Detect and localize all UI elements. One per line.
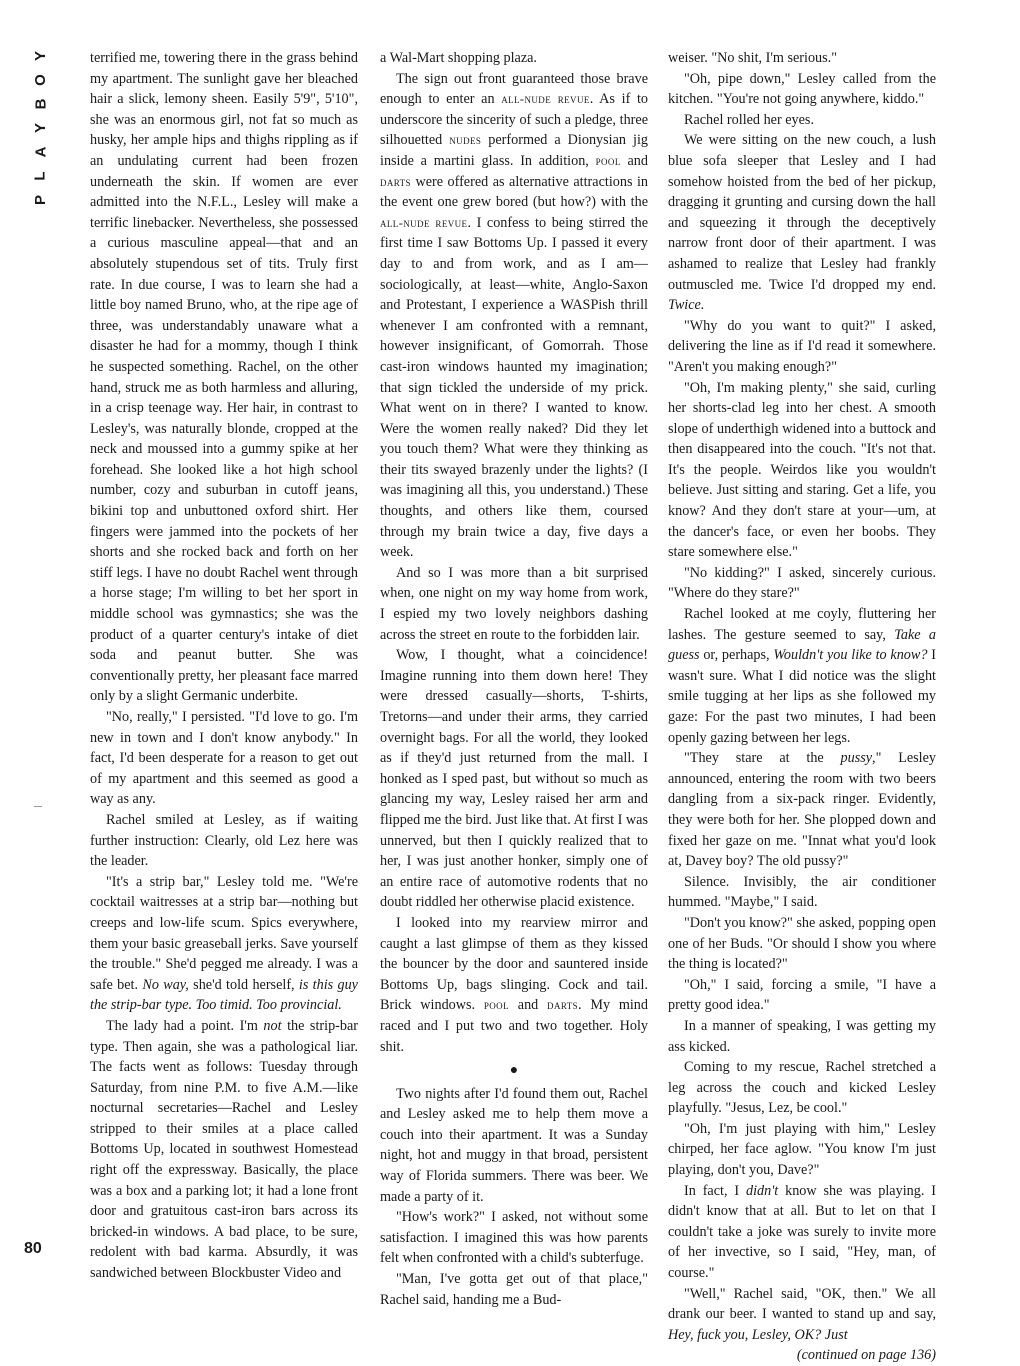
text-run: or, perhaps,: [699, 647, 774, 664]
small-caps-run: all-nude revue: [380, 215, 468, 230]
text-column-1: [90, 48, 358, 1288]
text-column-2: [380, 48, 648, 1308]
paragraph: [380, 69, 648, 563]
brand-letter: B: [32, 98, 49, 110]
paragraph: "No, really," I persisted. "I'd love to go. I'm new in town and I don't know anybody." In fact, I'd been desperate for a reason to get out of my apartment and this seemed as good a way as any.: [90, 709, 358, 808]
brand-letter: A: [32, 146, 49, 158]
text-run: In fact, I: [684, 1182, 747, 1199]
small-caps-run: all-nude revue: [501, 92, 590, 107]
paragraph: And so I was more than a bit surprised when, one night on my way home from work, I espied my two lovely neighbors dashing across the street en route to the forbidden lair.: [380, 564, 648, 643]
text-run: performed a Dionysian jig inside a martini glass. In addition,: [380, 132, 648, 169]
page-number: 80: [24, 1240, 42, 1257]
paragraph: "How's work?" I asked, not without some satisfaction. I imagined this was how parents felt when confronted with a child's subterfuge.: [380, 1209, 648, 1267]
paragraph: Rachel smiled at Lesley, as if waiting further instruction: Clearly, old Lez here was the leader.: [90, 811, 358, 870]
italic-run: pussy: [840, 750, 873, 767]
paragraph: "Man, I've gotta get out of that place," Rachel said, handing me a Bud-: [380, 1271, 648, 1308]
text-run: The lady had a point. I'm: [106, 1017, 264, 1034]
text-run: Rachel looked at me coyly, fluttering her lashes. The gesture seemed to say,: [668, 606, 936, 643]
brand-letter: Y: [31, 50, 49, 62]
italic-run: didn't: [746, 1182, 779, 1199]
paragraph: Coming to my rescue, Rachel stretched a leg across the couch and kicked Lesley playfully. "Jesus, Lez, be cool.": [668, 1059, 936, 1117]
paragraph: "Don't you know?" she asked, popping open one of her Buds. "Or should I show you where the thing is located?": [668, 914, 936, 973]
text-run: I wasn't sure. What I did notice was the slight smile tugging at her lips as she followed my gaze: For the past two minutes, I had been openly gazing between her legs.: [668, 647, 936, 746]
paragraph: In a manner of speaking, I was getting my ass kicked.: [668, 1017, 936, 1055]
paragraph: "No kidding?" I asked, sincerely curious. "Where do they stare?": [668, 564, 936, 602]
text-run: I looked into my rearview mirror and caught a last glimpse of them as they kissed the bouncer by the door and sauntered inside Bottoms Up, bags slinging. Cock and tail. Brick windows.: [380, 914, 648, 1014]
paragraph: "Why do you want to quit?" I asked, delivering the line as if I'd read it somewhere. "Aren't you making enough?": [668, 317, 936, 375]
paragraph: Rachel rolled her eyes.: [684, 111, 814, 128]
text-run: . My mind raced and I put two and two together. Holy shit.: [380, 997, 648, 1055]
italic-run: is this guy the strip-bar type. Too timid. Too provincial.: [90, 976, 358, 1014]
paragraph: terrified me, towering there in the grass behind my apartment. The sunlight gave her bleached hair a slick, lemony sheen. Easily 5'9", 5'10", she was an enormous girl, not fat so much as husky, her ample hips and thighs rippling as if an undulating current had been frozen underneath the skin. If women are ever admitted into the N.F.L., Lesley will make a terrific linebacker. Nevertheless, she possessed a curious masculine appeal—that and an absolutely stupendous set of tits. Truly first rate. In due course, I was to learn she had a little boy named Bruno, who, at the ripe age of three, was understandably unaware what a disaster he had for a mommy, though I think he suspected something. Rachel, on the other hand, struck me as both harmless and alluring, in a crisp teenage way. Her hair, in contrast to Lesley's, was naturally blonde, cropped at the neck and moussed into a gummy spike at her forehead. She looked like a hot high school number, cozy and suburban in cutoff jeans, bikini top and unbuttoned oxford shirt. Her fingers were jammed into the pockets of her shorts and she rocked back and forth on her stiff legs. I have no doubt Rachel went through a horse stage; I'm willing to bet her sport in middle school was gymnastics; she was the product of a quarter century's intake of diet soda and peanut butter. She was conventionally pretty, her pleasant face marred only by a slight Germanic underbite.: [90, 50, 358, 705]
paragraph: [668, 1284, 936, 1346]
small-caps-run: darts: [380, 174, 411, 189]
paragraph: "Oh, pipe down," Lesley called from the kitchen. "You're not going anywhere, kiddo.": [668, 70, 936, 108]
italic-run: No way,: [142, 976, 189, 993]
italic-run: Hey, fuck you, Lesley, OK? Just: [668, 1326, 848, 1343]
brand-letter: O: [31, 74, 49, 86]
margin-tick: [34, 806, 42, 807]
text-run: "They stare at the: [684, 750, 841, 767]
paragraph: Silence. Invisibly, the air conditioner hummed. "Maybe," I said.: [668, 873, 936, 911]
text-run: the strip-bar type. Then again, she was a pathological liar. The facts went as follows: Tuesday through Saturday, from nine P.M. to five A.M.—like nocturnal secretaries—Rachel and Lesley stripped to their smiles at a place called Bottoms Up, located in southwest Homestead right off the expressway. Basically, the place was a box and a parking lot; it had a lone front door and gratuitous cast-iron bars across its bricked-in windows. A bad place, to be sure, redolent with bad karma. Absurdly, it was sandwiched between Blockbuster Video and: [90, 1017, 358, 1282]
paragraph: [90, 872, 358, 1016]
text-run: know she was playing. I didn't know that at all. But to let on that I couldn't take a joke was surely to invite more of her invective, so I said, "Hey, man, of course.": [668, 1182, 936, 1282]
paragraph: [668, 604, 936, 748]
text-run: The sign out front guaranteed those brave enough to enter an: [380, 70, 648, 108]
italic-run: Twice.: [668, 297, 705, 314]
text-run: and: [508, 997, 548, 1014]
small-caps-run: pool: [483, 998, 509, 1013]
text-run: "It's a strip bar," Lesley told me. "We're cocktail waitresses at a strip bar—nothing but creeps and low-life scum. Spics everywhere, them your basic greaseball jerks. Save yourself the trouble." She'd pegged me already. I was a safe bet.: [90, 873, 358, 993]
paragraph: a Wal-Mart shopping plaza.: [380, 50, 537, 66]
text-run: "Well," Rachel said, "OK, then." We all drank our beer. I wanted to stand up and say,: [668, 1285, 936, 1323]
italic-run: Wouldn't you like to know?: [773, 647, 928, 664]
brand-letter: Y: [31, 122, 49, 134]
text-run: were offered as alternative attractions in the event one grew bored (but how?) with the: [380, 173, 648, 211]
italic-run: not: [263, 1017, 282, 1034]
paragraph: "Oh," I said, forcing a smile, "I have a pretty good idea.": [668, 976, 936, 1014]
small-caps-run: pool: [595, 153, 621, 168]
paragraph: Wow, I thought, what a coincidence! Imagine running into them down here! They were dressed casually—shorts, T-shirts, Tretorns—and under their arms, they carried overnight bags. For all the world, they looked as if they'd just returned from the mall. I honked as I sped past, but without so much as glancing my way, Lesley raised her arm and flipped me the bird. Just like that. At first I was unnerved, but then I quickly realized that to her, I was just another honker, simply one of an entire race of automotive rodents that no doubt riddled her otherwise placid existence.: [380, 647, 648, 911]
paragraph: weiser. "No shit, I'm serious.": [668, 50, 838, 66]
text-run: and: [620, 152, 648, 169]
brand-letter: L: [31, 171, 49, 181]
brand-letter: P: [31, 194, 49, 206]
small-caps-run: darts: [547, 998, 579, 1013]
small-caps-run: nudes: [449, 133, 482, 148]
text-run: she'd told herself,: [188, 976, 299, 993]
paragraph: Two nights after I'd found them out, Rachel and Lesley asked me to help them move a couch into their apartment. It was a Sunday night, hot and muggy in that broad, persistent way of Florida summers. There was beer. We made a party of it.: [380, 1085, 648, 1205]
text-column-3: [668, 48, 937, 1364]
paragraph: "Oh, I'm making plenty," she said, curling her shorts-clad leg into her chest. A smooth slope of underthigh widened into a buttock and then disappeared into the couch. "It's not that. It's the people. Weirdos like you wouldn't believe. Just sitting and staring. Get a life, you know? And they don't stare at your—um, at the dancer's face, or even her boobs. They stare somewhere else.": [668, 379, 936, 561]
text-run: We were sitting on the new couch, a lush blue sofa sleeper that Lesley and I had somehow hoisted from the bed of her pickup, dragging it grunting and cursing down the hall and squeezing it through the deceptively narrow front door of their apartment. I was ashamed to realize that Lesley had frankly outmuscled me. Twice I'd dropped my end.: [668, 132, 936, 293]
italic-run: Take a guess: [668, 626, 936, 664]
paragraph: [380, 913, 648, 1057]
section-break-bullet: ●: [509, 1063, 519, 1079]
paragraph: [668, 130, 936, 315]
paragraph: [90, 1016, 358, 1284]
paragraph: "Oh, I'm just playing with him," Lesley chirped, her face aglow. "You know I'm just playing, don't you, Dave?": [668, 1120, 936, 1179]
text-run: . As if to underscore the sincerity of such a pledge, three silhouetted: [380, 91, 648, 149]
paragraph: [668, 748, 936, 872]
text-run: ," Lesley announced, entering the room with two beers dangling from a six-pack ringer. Evidently, they were both for her. She plopped down and fixed her gaze on me. "Innat what you'd look at, Davey boy? The old pussy?": [668, 750, 937, 870]
brand-vertical: [30, 44, 52, 212]
text-run: . I confess to being stirred the first time I saw Bottoms Up. I passed it every day to and from work, and as I am—sociologically, at least—white, Anglo-Saxon and Protestant, I experience a WASPish thrill whenever I am confronted with a remnant, however insignificant, of Gomorrah. Those cast-iron windows haunted my imagination; that sign tickled the underside of my prick. What went on in there? I wanted to know. Were the women really naked? Did they let you touch them? What were they thinking as their tits swayed brazenly under the lights? (I was imagining all this, you understand.) These thoughts, and others like them, coursed through my brain twice a day, five days a week.: [380, 214, 648, 561]
continued-note: (continued on page 136): [796, 1347, 936, 1364]
paragraph: [668, 1181, 936, 1284]
